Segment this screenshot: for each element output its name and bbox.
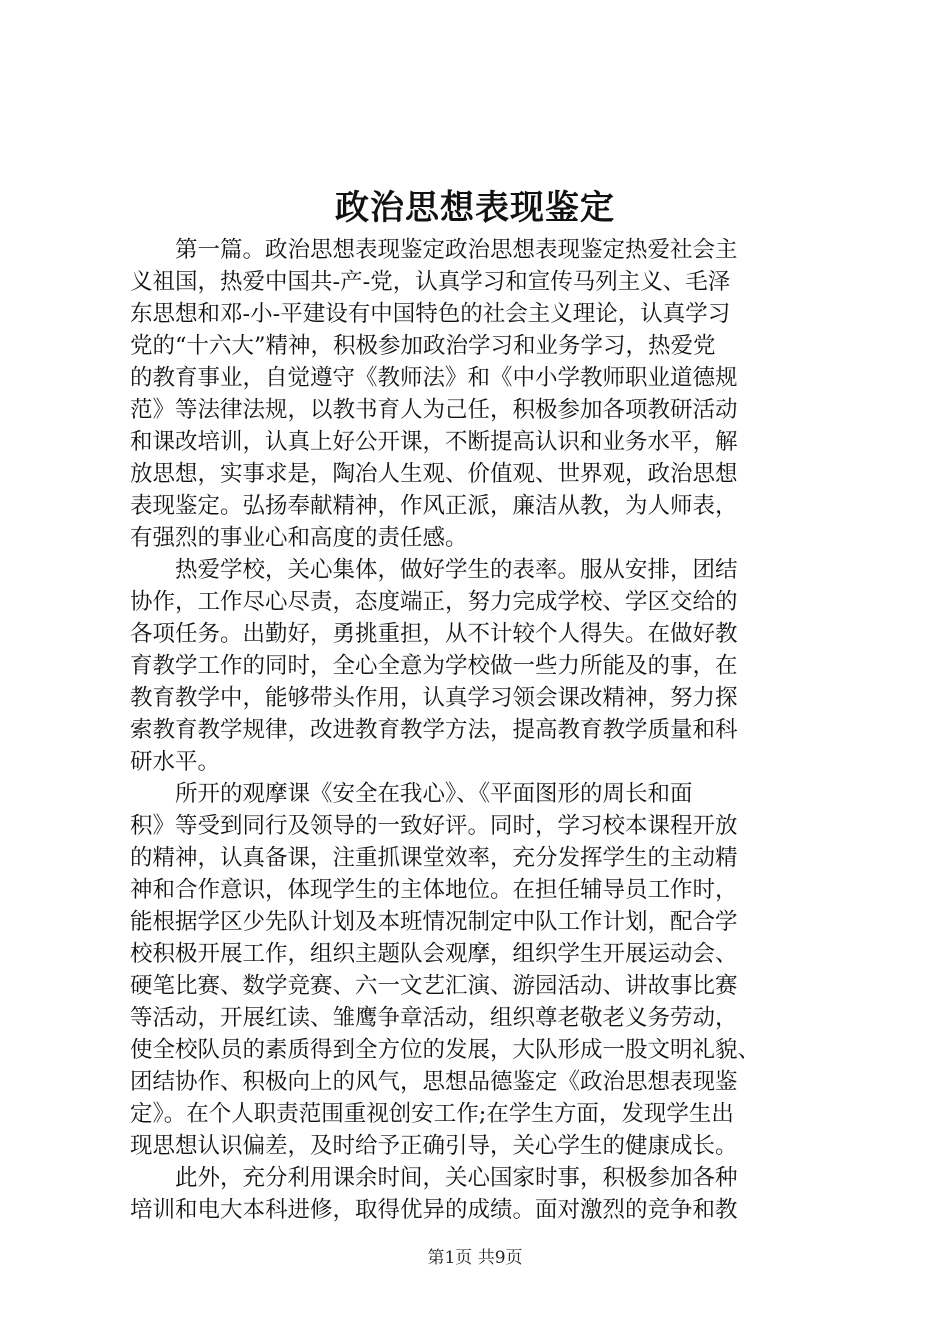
body-line: 现思想认识偏差，及时给予正确引导，关心学生的健康成长。 <box>130 1133 738 1159</box>
body-line: 能根据学区少先队计划及本班情况制定中队工作计划，配合学 <box>130 909 738 935</box>
body-line: 的教育事业，自觉遵守《教师法》和《中小学教师职业道德规 <box>130 365 738 391</box>
body-line: 研水平。 <box>130 749 221 775</box>
body-line: 热爱学校，关心集体，做好学生的表率。服从安排，团结 <box>130 557 738 583</box>
body-line: 等活动，开展红读、雏鹰争章活动，组织尊老敬老义务劳动， <box>130 1005 738 1031</box>
body-line: 积》等受到同行及领导的一致好评。同时，学习校本课程开放 <box>130 813 738 839</box>
body-line: 有强烈的事业心和高度的责任感。 <box>130 525 468 551</box>
body-line: 的精神，认真备课，注重抓课堂效率，充分发挥学生的主动精 <box>130 845 738 871</box>
body-line: 神和合作意识，体现学生的主体地位。在担任辅导员工作时， <box>130 877 738 903</box>
body-line: 放思想，实事求是，陶冶人生观、价值观、世界观，政治思想 <box>130 461 738 487</box>
body-line: 和课改培训，认真上好公开课，不断提高认识和业务水平，解 <box>130 429 738 455</box>
body-line: 校积极开展工作，组织主题队会观摩，组织学生开展运动会、 <box>130 941 738 967</box>
body-line: 范》等法律法规，以教书育人为己任，积极参加各项教研活动 <box>130 397 738 423</box>
body-line: 表现鉴定。弘扬奉献精神，作风正派，廉洁从教，为人师表， <box>130 493 738 519</box>
body-line: 硬笔比赛、数学竞赛、六一文艺汇演、游园活动、讲故事比赛 <box>130 973 738 999</box>
body-line: 此外，充分利用课余时间，关心国家时事，积极参加各种 <box>130 1165 738 1191</box>
body-line: 团结协作、积极向上的风气，思想品德鉴定《政治思想表现鉴 <box>130 1069 738 1095</box>
page-number-footer: 第1页 共9页 <box>427 1248 523 1268</box>
body-line: 使全校队员的素质得到全方位的发展，大队形成一股文明礼貌、 <box>130 1037 761 1063</box>
body-line: 教育教学中，能够带头作用，认真学习领会课改精神，努力探 <box>130 685 738 711</box>
body-line: 义祖国，热爱中国共-产-党，认真学习和宣传马列主义、毛泽 <box>130 269 731 295</box>
body-line: 第一篇。政治思想表现鉴定政治思想表现鉴定热爱社会主 <box>130 237 738 263</box>
body-line: 东思想和邓-小-平建设有中国特色的社会主义理论，认真学习 <box>130 301 731 327</box>
body-line: 培训和电大本科进修，取得优异的成绩。面对激烈的竞争和教 <box>130 1197 738 1223</box>
body-line: 索教育教学规律，改进教育教学方法，提高教育教学质量和科 <box>130 717 738 743</box>
body-line: 育教学工作的同时，全心全意为学校做一些力所能及的事，在 <box>130 653 738 679</box>
body-line: 协作，工作尽心尽责，态度端正，努力完成学校、学区交给的 <box>130 589 738 615</box>
document-title: 政治思想表现鉴定 <box>335 188 615 228</box>
body-line: 各项任务。出勤好，勇挑重担，从不计较个人得失。在做好教 <box>130 621 738 647</box>
document-body <box>130 234 830 1226</box>
body-line: 定》。在个人职责范围重视创安工作;在学生方面，发现学生出 <box>130 1101 734 1127</box>
body-line: 所开的观摩课《安全在我心》、《平面图形的周长和面 <box>130 781 693 807</box>
body-line: 党的“十六大”精神，积极参加政治学习和业务学习，热爱党 <box>130 333 716 359</box>
